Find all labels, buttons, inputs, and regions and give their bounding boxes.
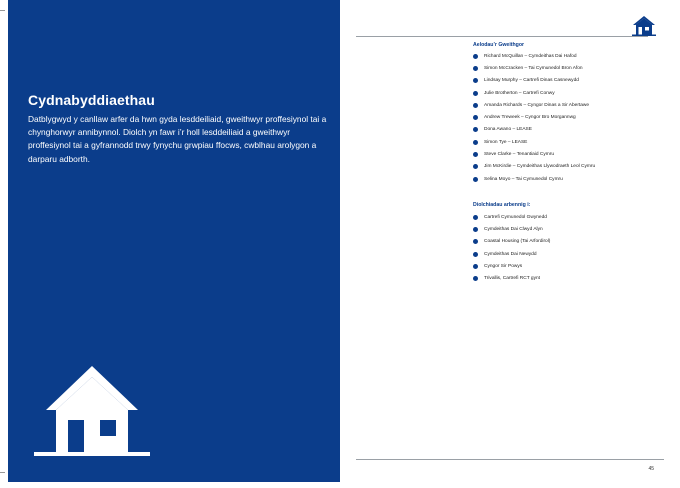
list-item [473, 173, 595, 185]
bullet-icon [473, 78, 478, 83]
list-item-text: Cymdeithas Dai Clwyd Alyn [484, 226, 543, 232]
bullet-icon [473, 140, 478, 145]
list-item-text: Richard McQuillan – Cymdeithas Dai Hafod [484, 53, 577, 59]
list-item-text: Jim McKirdie – Cymdeithas Llywodraeth Leol Cymru [484, 164, 596, 170]
bullet-icon [473, 177, 478, 182]
list-item [473, 111, 595, 123]
working-group-list [473, 50, 595, 185]
list-item-text: Lindsay Murphy – Cartrefi Dinas Casnewydd [484, 78, 579, 84]
bullet-icon [473, 152, 478, 157]
list-item [473, 75, 595, 87]
intro-paragraph: Datblygwyd y canllaw arfer da hwn gyda lesddeiliaid, gweithwyr proffesiynol tai a chynghorwyr annibynnol. Diolch yn fawr i’r holl lesddeiliaid a gweithwyr proffesiynol tai a gyfrannodd trwy fynychu grwpiau ffocws, cwblhau arolygon a darparu adborth. [28, 114, 327, 164]
right-page [340, 0, 680, 488]
bullet-icon [473, 215, 478, 220]
list-item-text: Simon Tye – LEASE [484, 139, 528, 145]
page-heading: Cydnabyddiaethau [28, 92, 155, 108]
house-icon [632, 15, 656, 36]
list-item [473, 99, 595, 111]
list-item [473, 87, 595, 99]
list-item [473, 248, 550, 260]
list-item [473, 236, 550, 248]
list-item [473, 50, 595, 62]
page-number: 45 [648, 466, 654, 472]
bullet-icon [473, 103, 478, 108]
bullet-icon [473, 276, 478, 281]
list-item-text: Dona Awano – LEASE [484, 127, 532, 133]
bullet-icon [473, 66, 478, 71]
bullet-icon [473, 264, 478, 269]
blue-panel [8, 0, 340, 482]
list-item-text: Simon McCracken – Tai Cymunedol Bron Afon [484, 65, 583, 71]
list-item [473, 161, 595, 173]
list-item-text: Julie Brotherton – Cartrefi Conwy [484, 90, 555, 96]
list-item-text: Selina Moyo – Tai Cymunedol Cymru [484, 176, 563, 182]
bullet-icon [473, 239, 478, 244]
bullet-icon [473, 252, 478, 257]
special-thanks-title: Diolchiadau arbennig i: [473, 202, 531, 208]
list-item-text: Steve Clarke – Tenantiaid Cymru [484, 152, 555, 158]
list-item-text: Amanda Richards – Cyngor Dinas a Sir Abertawe [484, 102, 590, 108]
special-thanks-list [473, 211, 550, 285]
list-item [473, 272, 550, 284]
crop-mark [0, 10, 5, 11]
bullet-icon [473, 227, 478, 232]
header-rule [356, 36, 648, 37]
list-item-text: Trivallis, Cartrefi RCT gynt [484, 276, 540, 282]
list-item [473, 260, 550, 272]
bullet-icon [473, 115, 478, 120]
list-item [473, 211, 550, 223]
list-item-text: Coastal Housing (Tai Arfordirol) [484, 239, 551, 245]
list-item [473, 148, 595, 160]
working-group-title: Aelodau’r Gweithgor [473, 42, 525, 48]
footer-rule [356, 459, 664, 460]
bullet-icon [473, 164, 478, 169]
list-item-text: Andrew Treweek – Cyngor Bro Morgannwg [484, 115, 576, 121]
bullet-icon [473, 91, 478, 96]
list-item [473, 136, 595, 148]
bullet-icon [473, 54, 478, 59]
list-item-text: Cyngor Sir Powys [484, 263, 523, 269]
crop-mark [0, 472, 5, 473]
list-item [473, 223, 550, 235]
list-item [473, 124, 595, 136]
bullet-icon [473, 127, 478, 132]
list-item [473, 62, 595, 74]
house-icon [34, 360, 150, 456]
list-item-text: Cartrefi Cymunedol Gwynedd [484, 214, 547, 220]
list-item-text: Cymdeithas Dai Newydd [484, 251, 537, 257]
